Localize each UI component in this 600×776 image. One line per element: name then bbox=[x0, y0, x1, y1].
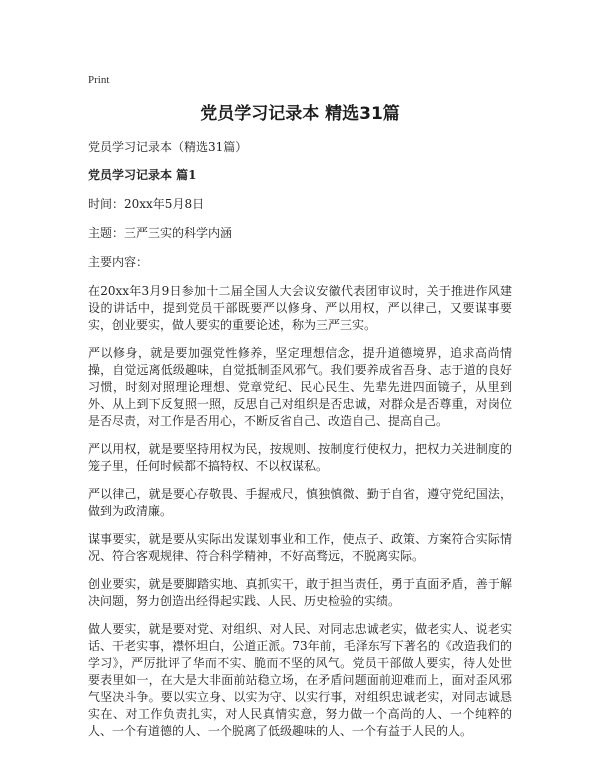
print-link[interactable]: Print bbox=[88, 74, 110, 86]
page-title: 党员学习记录本 精选31篇 bbox=[200, 104, 400, 124]
paragraph-6: 创业要实，就是要脚踏实地、真抓实干，敢于担当责任，勇于直面矛盾，善于解决问题，努力创造出经得起实践、人民、历史检验的实绩。 bbox=[88, 577, 512, 608]
paragraph-3: 严以用权，就是要坚持用权为民，按规则、按制度行使权力，把权力关进制度的笼子里，任何时候都不搞特权、不以权谋私。 bbox=[88, 442, 512, 473]
paragraph-7: 做人要实，就是要对党、对组织、对人民、对同志忠诚老实，做老实人、说老实话、干老实事，襟怀坦白，公道正派。73年前，毛泽东写下著名的《改造我们的学习》，严厉批评了华而不实、脆而不坚的风气。党员干部做人要实，待人处世要表里如一，在大是大非面前站稳立场，在矛盾问题面前迎难而上，面对歪风邪气坚决斗争。要以实立身、以实为守、以实行事，对组织忠诚老实，对同志诚恳实在、对工作负责扎实，对人民真情实意，努力做一个高尚的人、一个纯粹的人、一个有道德的人、一个脱离了低级趣味的人、一个有益于人民的人。 bbox=[88, 622, 512, 738]
topic-line: 主题：三严三实的科学内涵 bbox=[88, 226, 233, 240]
paragraph-4: 严以律己，就是要心存敬畏、手握戒尺，慎独慎微、勤于自省，遵守党纪国法，做到为政清廉。 bbox=[88, 487, 512, 518]
paragraph-1: 在20xx年3月9日参加十二届全国人大会议安徽代表团审议时，关于推进作风建设的讲话中，提到党员干部既要严以修身、严以用权，严以律己，又要谋事要实，创业要实，做人要实的重要论述，称为三严三实。 bbox=[88, 284, 512, 332]
time-line: 时间：20xx年5月8日 bbox=[88, 197, 205, 211]
paragraph-5: 谋事要实，就是要从实际出发谋划事业和工作，使点子、政策、方案符合实际情况、符合客观规律、符合科学精神，不好高骛远，不脱离实际。 bbox=[88, 532, 512, 563]
section-heading: 党员学习记录本 篇1 bbox=[88, 168, 197, 182]
document-subtitle: 党员学习记录本（精选31篇） bbox=[88, 140, 248, 154]
paragraph-2: 严以修身，就是要加强党性修养，坚定理想信念，提升道德境界，追求高尚情操，自觉远离低级趣味，自觉抵制歪风邪气。我们要养成省吾身、志于道的良好习惯，时刻对照理论理想、党章党纪、民心民生、先辈先进四面镜子，从里到外、从上到下反复照一照，反思自己对组织是否忠诚，对群众是否尊重，对岗位是否尽责，对工作是否用心，不断反省自己、改造自己、提高自己。 bbox=[88, 346, 512, 428]
content-label: 主要内容： bbox=[88, 255, 149, 269]
